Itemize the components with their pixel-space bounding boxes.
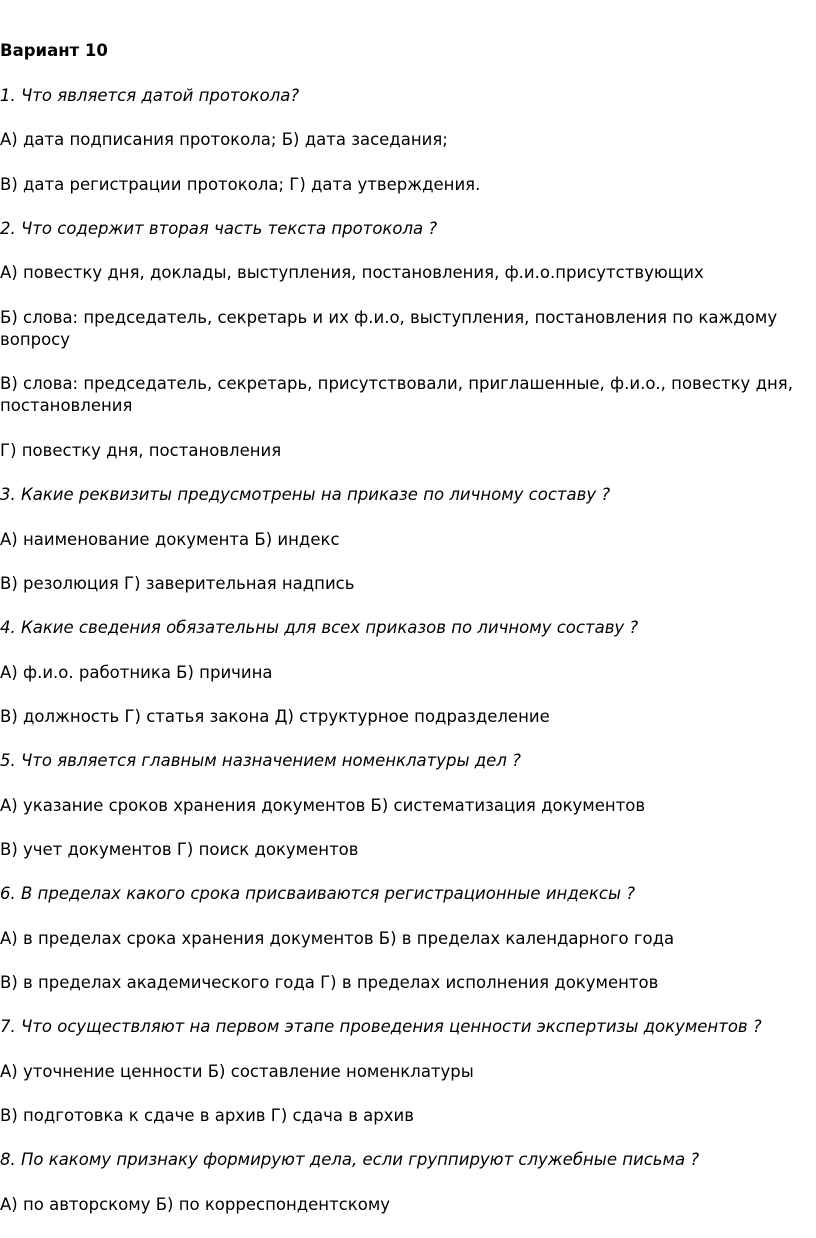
question-4: 4. Какие сведения обязательны для всех приказов по личному составу ? <box>0 618 639 637</box>
question-1: 1. Что является датой протокола? <box>0 86 300 105</box>
question-8: 8. По какому признаку формируют дела, если группируют служебные письма ? <box>0 1150 700 1169</box>
question-7: 7. Что осуществляют на первом этапе проведения ценности экспертизы документов ? <box>0 1017 762 1036</box>
document-title: Вариант 10 <box>0 41 108 60</box>
question-2: 2. Что содержит вторая часть текста протокола ? <box>0 219 438 238</box>
answer-5-1: А) указание сроков хранения документов Б) систематизация документов <box>0 796 646 815</box>
answer-4-1: А) ф.и.о. работника Б) причина <box>0 663 273 682</box>
question-5: 5. Что является главным назначением номенклатуры дел ? <box>0 751 521 770</box>
answer-3-2: В) резолюция Г) заверительная надпись <box>0 574 355 593</box>
answer-6-1: А) в пределах срока хранения документов Б) в пределах календарного года <box>0 929 675 948</box>
answer-6-2: В) в пределах академического года Г) в пределах исполнения документов <box>0 973 659 992</box>
answer-7-2: В) подготовка к сдаче в архив Г) сдача в архив <box>0 1106 414 1125</box>
answer-1-2: В) дата регистрации протокола; Г) дата утверждения. <box>0 175 481 194</box>
answer-5-2: В) учет документов Г) поиск документов <box>0 840 359 859</box>
question-6: 6. В пределах какого срока присваиваются регистрационные индексы ? <box>0 884 635 903</box>
answer-2-3: В) слова: председатель, секретарь, присутствовали, приглашенные, ф.и.о., повестку дня, постановления <box>0 374 793 415</box>
answer-4-2: В) должность Г) статья закона Д) структурное подразделение <box>0 707 550 726</box>
answer-1-1: А) дата подписания протокола; Б) дата заседания; <box>0 130 448 149</box>
answer-3-1: А) наименование документа Б) индекс <box>0 530 340 549</box>
answer-8-1: А) по авторскому Б) по корреспондентскому <box>0 1195 391 1214</box>
question-3: 3. Какие реквизиты предусмотрены на приказе по личному составу ? <box>0 485 611 504</box>
answer-2-2: Б) слова: председатель, секретарь и их ф.и.о, выступления, постановления по каждому вопросу <box>0 308 778 349</box>
answer-7-1: А) уточнение ценности Б) составление номенклатуры <box>0 1062 474 1081</box>
answer-2-1: А) повестку дня, доклады, выступления, постановления, ф.и.о.присутствующих <box>0 263 704 282</box>
answer-2-4: Г) повестку дня, постановления <box>0 441 282 460</box>
